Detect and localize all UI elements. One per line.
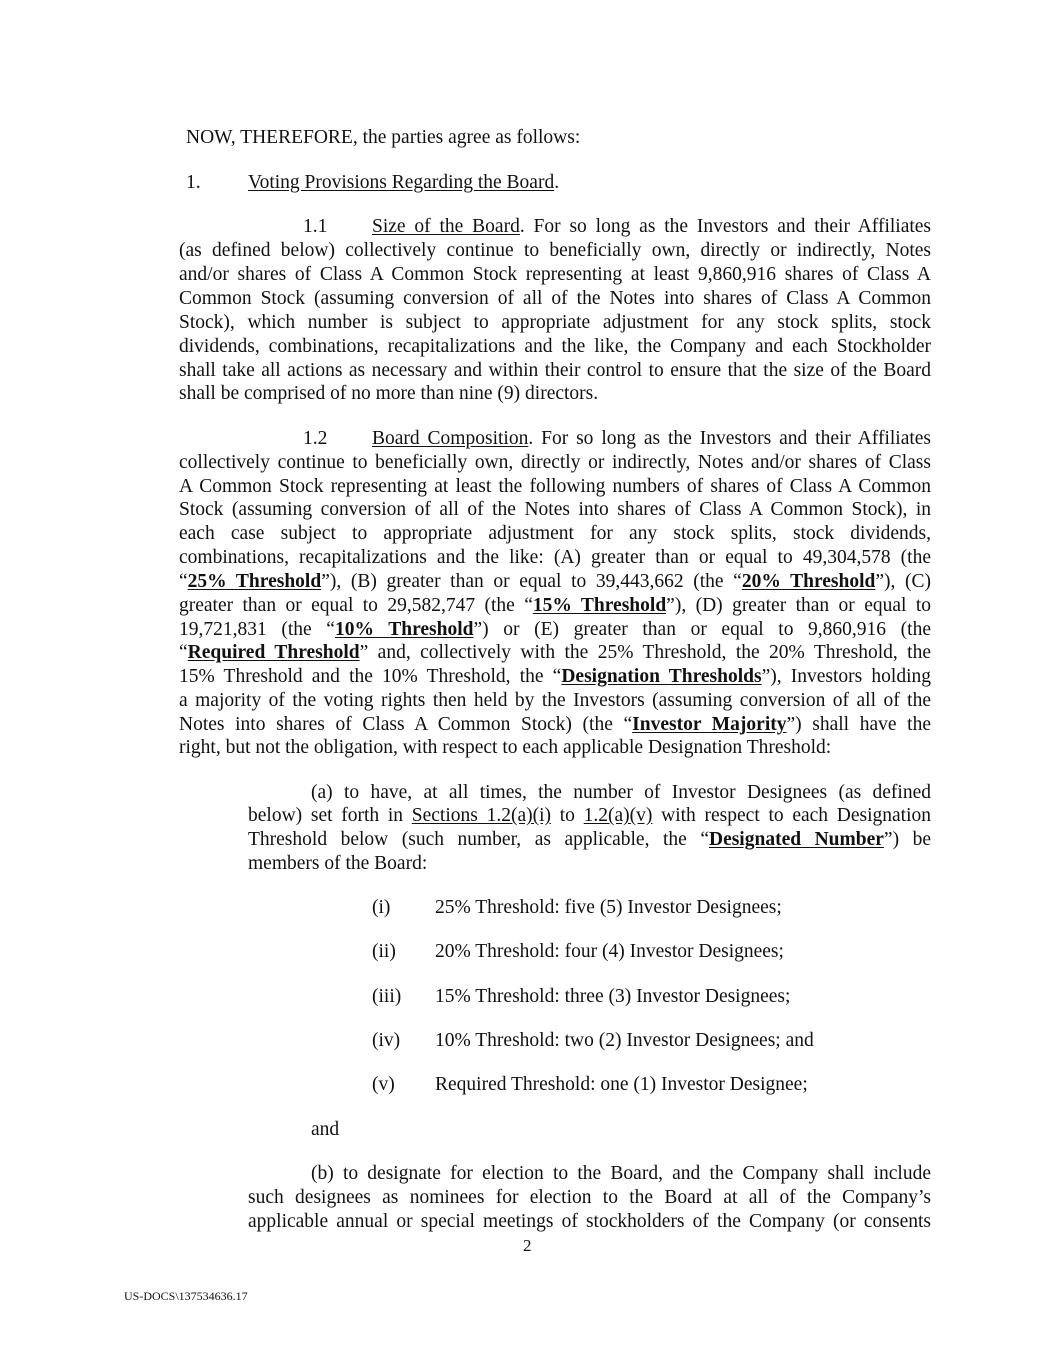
section-1-1-line-1: (as defined below) collectively continue to beneficially own, directly or indirectly, Notes <box>179 240 931 261</box>
item-iv-number: (iv) <box>372 1030 401 1051</box>
item-v-number: (v) <box>372 1074 395 1095</box>
para-b-line-2: applicable annual or special meetings of stockholders of the Company (or consents <box>248 1211 931 1232</box>
section-1-2-line-4: each case subject to appropriate adjustment for any stock splits, stock dividends, <box>179 523 931 544</box>
section-1-2-line-8: 19,721,831 (the “10% Threshold”) or (E) greater than or equal to 9,860,916 (the <box>179 619 931 640</box>
section-1-1-line-5: dividends, combinations, recapitalizations and the like, the Company and each Stockholder <box>179 336 931 357</box>
defined-term-designation-thresholds: Designation Thresholds <box>561 666 762 687</box>
item-iii-text: 15% Threshold: three (3) Investor Designees; <box>435 986 791 1007</box>
defined-term-15-threshold: 15% Threshold <box>532 595 667 616</box>
section-1-2-line-11: a majority of the voting rights then held by the Investors (assuming conversion of all of the <box>179 690 931 711</box>
para-b-line-1: such designees as nominees for election to the Board at all of the Company’s <box>248 1187 931 1208</box>
section-1-2-line-0: Board Composition. For so long as the Investors and their Affiliates <box>372 428 932 449</box>
section-1-2-line-3: Stock (assuming conversion of all of the Notes into shares of Class A Common Stock), in <box>179 499 931 520</box>
defined-term-25-threshold: 25% Threshold <box>187 571 322 592</box>
item-iv-text: 10% Threshold: two (2) Investor Designees; and <box>435 1030 814 1051</box>
defined-term-10-threshold: 10% Threshold <box>334 619 474 640</box>
section-1-1-line-4: Stock), which number is subject to appropriate adjustment for any stock splits, stock <box>179 312 931 333</box>
section-1-2-line-6: “25% Threshold”), (B) greater than or equal to 39,443,662 (the “20% Threshold”), (C) <box>179 571 931 592</box>
section-1-2-line-1: collectively continue to beneficially own, directly or indirectly, Notes and/or shares of Class <box>179 452 931 473</box>
defined-term-required-threshold: Required Threshold <box>187 642 360 663</box>
defined-term-20-threshold: 20% Threshold <box>741 571 876 592</box>
para-b-line-0: (b) to designate for election to the Board, and the Company shall include <box>311 1163 931 1184</box>
and-word: and <box>311 1119 340 1140</box>
section-1-2-line-2: A Common Stock representing at least the following numbers of shares of Class A Common <box>179 476 931 497</box>
section-1-2-line-10: 15% Threshold and the 10% Threshold, the “Designation Thresholds”), Investors holding <box>179 666 931 687</box>
document-id-footer: US-DOCS\137534636.17 <box>124 1289 248 1303</box>
para-a-line-0: (a) to have, at all times, the number of Investor Designees (as defined <box>311 782 931 803</box>
section-1-heading: Voting Provisions Regarding the Board. <box>248 172 560 193</box>
section-1-2-line-5: combinations, recapitalizations and the like: (A) greater than or equal to 49,304,578 (the <box>179 547 931 568</box>
section-1-2-line-9: “Required Threshold” and, collectively with the 25% Threshold, the 20% Threshold, the <box>179 642 931 663</box>
intro-text: NOW, THEREFORE, the parties agree as follows: <box>186 127 581 148</box>
defined-term-designated-number: Designated Number <box>708 829 884 850</box>
item-iii-number: (iii) <box>372 986 402 1007</box>
section-1-1-line-7: shall be comprised of no more than nine (9) directors. <box>179 383 599 404</box>
item-ii-text: 20% Threshold: four (4) Investor Designees; <box>435 941 784 962</box>
section-ref-1-2-a-v: 1.2(a)(v) <box>583 805 653 826</box>
para-a-line-2: Threshold below (such number, as applicable, the “Designated Number”) be <box>248 829 931 850</box>
item-i-text: 25% Threshold: five (5) Investor Designees; <box>435 897 782 918</box>
section-1-1-title: Size of the Board <box>372 216 520 237</box>
defined-term-investor-majority: Investor Majority <box>632 714 787 735</box>
section-1-1-line-2: and/or shares of Class A Common Stock representing at least 9,860,916 shares of Class A <box>179 264 931 285</box>
section-1-1-line-0: Size of the Board. For so long as the Investors and their Affiliates <box>372 216 932 237</box>
section-1-1-number: 1.1 <box>303 216 328 237</box>
section-1-2-line-13: right, but not the obligation, with respect to each applicable Designation Threshold: <box>179 737 832 758</box>
page-number: 2 <box>523 1236 532 1255</box>
section-1-number: 1. <box>186 172 201 193</box>
section-1-title: Voting Provisions Regarding the Board <box>248 172 555 193</box>
section-1-2-line-7: greater than or equal to 29,582,747 (the “15% Threshold”), (D) greater than or equal to <box>179 595 931 616</box>
section-1-1-line-6: shall take all actions as necessary and within their control to ensure that the size of the Board <box>179 360 931 381</box>
item-v-text: Required Threshold: one (1) Investor Designee; <box>435 1074 808 1095</box>
item-ii-number: (ii) <box>372 941 396 962</box>
para-a-line-1: below) set forth in Sections 1.2(a)(i) to 1.2(a)(v) with respect to each Designation <box>248 805 932 826</box>
section-1-2-number: 1.2 <box>303 428 328 449</box>
section-1-2-title: Board Composition <box>372 428 529 449</box>
para-a-line-3: members of the Board: <box>248 853 428 874</box>
section-1-1-line-3: Common Stock (assuming conversion of all of the Notes into shares of Class A Common <box>179 288 931 309</box>
item-i-number: (i) <box>372 897 391 918</box>
section-ref-1-2-a-i: Sections 1.2(a)(i) <box>411 805 552 826</box>
section-1-2-line-12: Notes into shares of Class A Common Stock) (the “Investor Majority”) shall have the <box>179 714 931 735</box>
